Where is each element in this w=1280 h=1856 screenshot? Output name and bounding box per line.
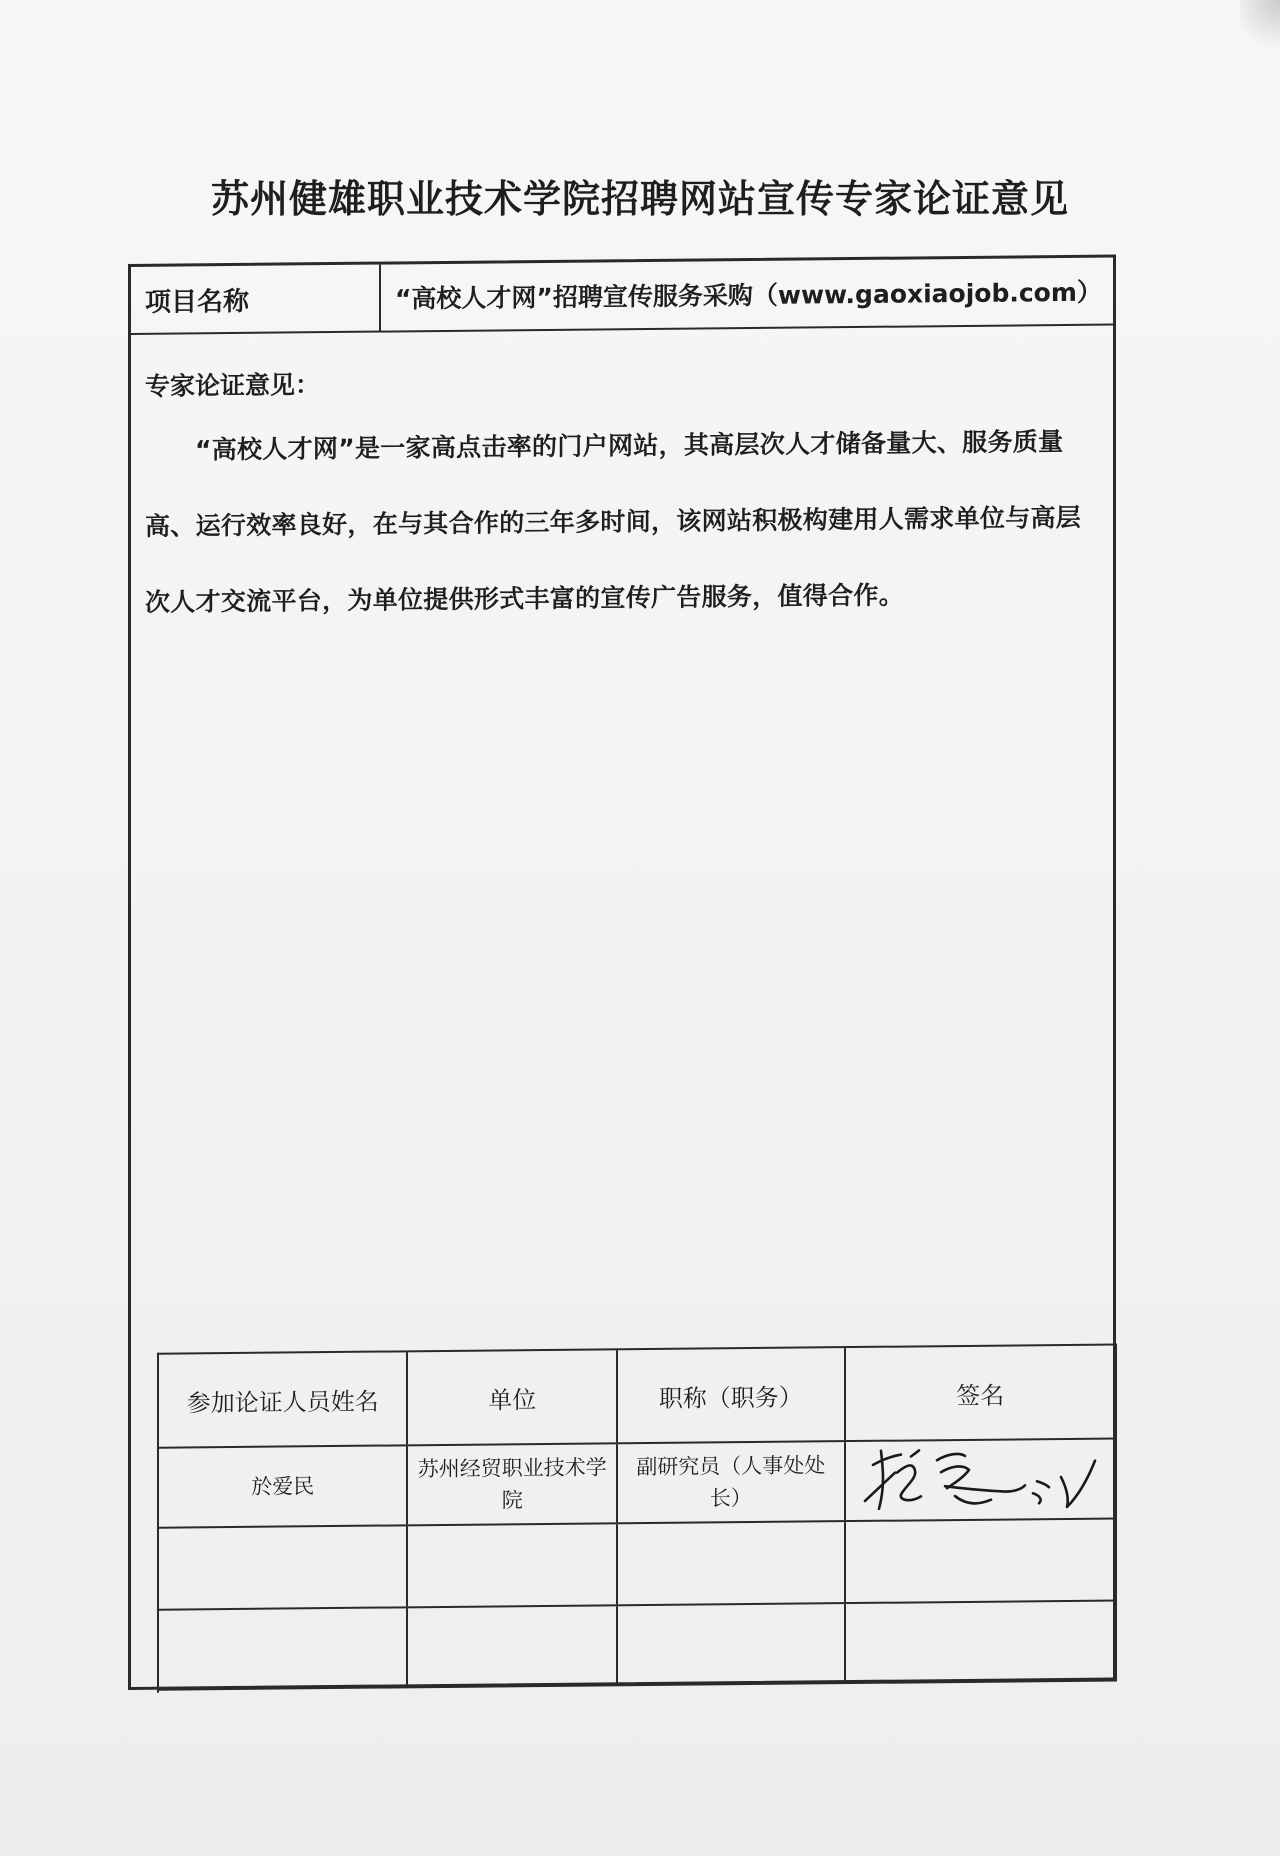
empty-cell: [408, 1606, 618, 1686]
empty-cell: [159, 1608, 408, 1688]
header-signature: 签名: [846, 1346, 1117, 1441]
expert-opinion-label: 专家论证意见：: [145, 370, 321, 401]
expert-opinion-text: “高校人才网”是一家高点击率的门户网站，其高层次人才储备量大、服务质量高、运行效率良好，在与其合作的三年多时间，该网站积极构建用人需求单位与高层次人才交流平台，为单位提供形式丰富的宣传广告服务，值得合作。: [145, 427, 1082, 617]
table-row: [159, 1520, 1117, 1611]
participant-signature-cell: [846, 1440, 1117, 1521]
header-title: 职称（职务）: [618, 1348, 846, 1442]
project-name-label: 项目名称: [131, 265, 381, 333]
project-name-value: “高校人才网”招聘宣传服务采购（www.gaoxiaojob.com）: [395, 277, 1102, 314]
table-row: [159, 1602, 1117, 1691]
participant-name-cell: 於爱民: [159, 1446, 408, 1526]
document-title: 苏州健雄职业技术学院招聘网站宣传专家论证意见: [210, 177, 1069, 221]
header-participant-name: 参加论证人员姓名: [159, 1352, 408, 1446]
empty-cell: [846, 1602, 1117, 1683]
empty-cell: [618, 1522, 846, 1604]
handwritten-signature: [855, 1441, 1105, 1519]
empty-cell: [618, 1604, 846, 1684]
header-unit: 单位: [408, 1350, 618, 1444]
empty-cell: [846, 1520, 1117, 1603]
empty-cell: [408, 1524, 618, 1606]
participant-unit-cell: 苏州经贸职业技术学院: [408, 1444, 618, 1524]
participants-table: [157, 1344, 1117, 1693]
participant-title-cell: 副研究员（人事处处长）: [618, 1442, 846, 1522]
opinion-form-table: [128, 255, 1116, 1690]
participants-header-row: [159, 1346, 1117, 1449]
empty-cell: [159, 1526, 408, 1608]
table-row: [159, 1440, 1117, 1529]
project-row: [131, 258, 1113, 335]
